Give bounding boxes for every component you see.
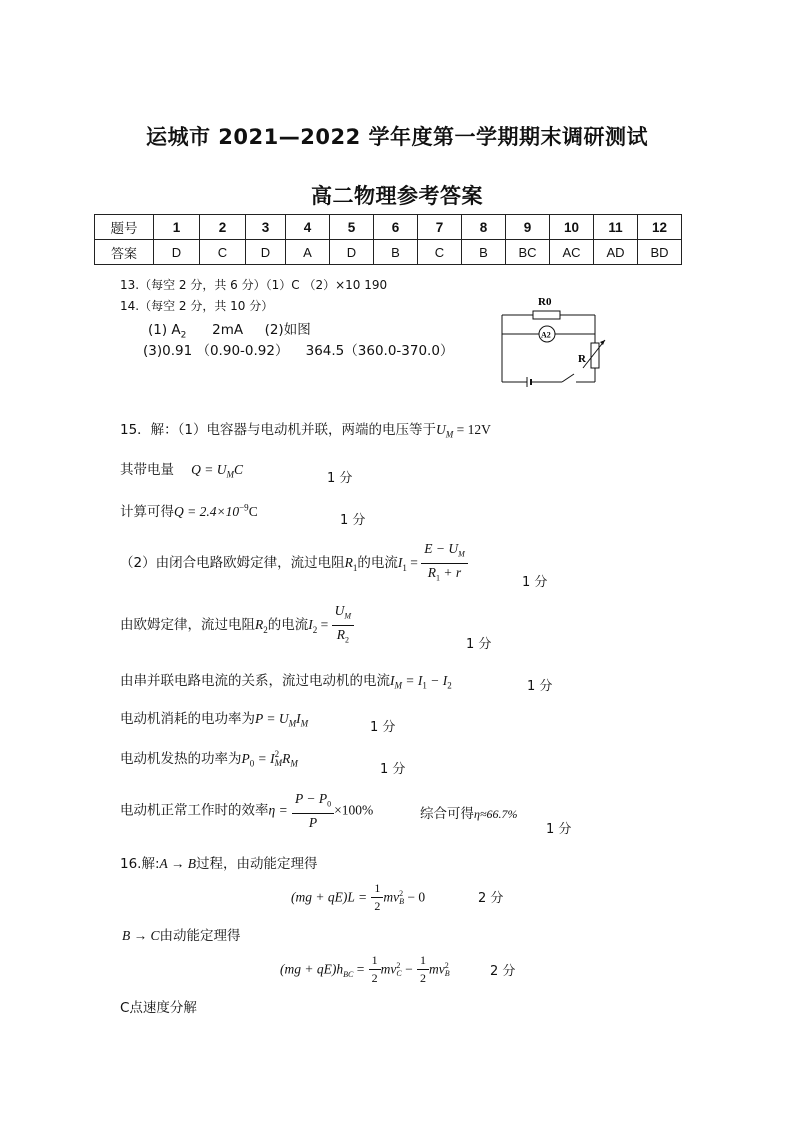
table-cell: A [286,240,330,265]
math-sub: M [290,758,298,769]
q16-eq1 [291,880,425,915]
math: 2 [374,899,381,913]
math: R [344,555,353,571]
math-sub: 1 [352,562,358,573]
table-cell: AC [550,240,594,265]
math: R [255,617,264,633]
table-cell: D [246,240,286,265]
fraction [292,790,334,831]
math: A → B [159,856,197,871]
math: ×100% [334,802,374,818]
math-sub: M [274,758,283,768]
q15-text: 由串并联电路电流的关系，流过电动机的电流 [120,673,390,689]
math-sub: M [445,429,454,440]
math-sub: B [399,896,405,906]
math-sub: 2 [312,624,318,635]
math-sub: BC [343,970,354,980]
math: η = [268,802,288,818]
q16-text: 16.解: [120,856,160,872]
table-cell: AD [594,240,638,265]
q15-line4: （2）由闭合电路欧姆定律，流过电阻$R_1$的电流$I_1$ = $\frac{E - U_M}{R_1 + r}$ [120,540,468,586]
answer-title: 高二物理参考答案 [311,184,483,208]
q14-ammeter: (1) A [148,322,181,338]
table-cell: BD [638,240,682,265]
math-sub: M [288,718,297,729]
math: E − U [424,541,459,556]
q15-text: 15．解：（1）电容器与电动机并联，两端的电压等于 [120,422,437,438]
fraction [371,880,383,915]
q15-text: 电动机发热的功率为 [120,751,242,767]
q15-text: 的电流 [357,555,398,572]
q15-text: （2）由闭合电路欧姆定律，流过电阻 [120,555,345,572]
q14-line1 [148,318,311,341]
math: − [401,961,413,977]
q15-line3 [120,500,258,520]
math: = I [402,673,423,688]
math: R [282,751,291,766]
fraction [421,540,468,586]
table-cell: B [462,240,506,265]
math: + r [440,564,462,580]
math-sub: 2 [344,635,349,645]
q15-text: 电动机消耗的电功率为 [120,711,255,727]
q15-line2 [120,458,243,480]
score: 1 分 [546,822,572,837]
q15-result [420,802,518,822]
math: Q = U [191,462,227,477]
math: P − P [294,791,328,806]
math-sub: M [458,549,465,559]
math: B → C [122,928,160,943]
math: = 12V [453,422,491,437]
row-label-number: 题号 [95,215,154,240]
table-cell: D [154,240,200,265]
r0-resistor [533,311,560,319]
table-cell: C [418,240,462,265]
table-cell: 5 [330,215,374,240]
fraction [369,952,381,987]
score: 2 分 [490,964,516,979]
math: 2 [420,971,427,985]
score: 1 分 [527,679,553,694]
math-sub: 1 [422,680,427,691]
math: I [296,711,301,726]
row-label-answer: 答案 [95,240,154,265]
table-cell: 2 [200,215,246,240]
math: C [234,462,244,477]
score: 1 分 [380,762,406,777]
q13-answer: 13.（每空 2 分，共 6 分）（1）C （2）×10 190 [120,278,388,292]
r0-label: R0 [538,296,552,308]
math-supsub [275,750,283,768]
q14-line2: (3)0.91 （0.90-0.92） 364.5（360.0-370.0） [143,343,454,359]
math-sup: 2 [444,960,449,970]
math: P = U [255,711,289,726]
math: U [334,603,345,618]
math: 1 [369,952,381,970]
math: mv [383,889,400,905]
arrow-head-icon [600,340,605,345]
q14-ammeter-sub: 2 [180,330,187,341]
table-cell: 6 [374,215,418,240]
math: − I [426,673,448,688]
math: 1 [417,952,429,970]
math-sub: C [396,968,402,978]
math: C [248,504,258,519]
math: = I [254,751,275,766]
table-cell: BC [506,240,550,265]
score: 1 分 [466,637,492,652]
table-cell: 11 [594,215,638,240]
math-supsub [445,962,450,978]
math: 2 [371,971,378,985]
q15-line6 [120,669,452,691]
math: mv [429,961,445,977]
q15-line9 [120,790,373,831]
math: U [436,422,446,437]
math: (mg + qE)L = [291,889,368,905]
q16-line3: C点速度分解 [120,1000,197,1016]
score: 1 分 [340,513,366,528]
q15-text: 其带电量 [120,462,174,478]
table-cell: 7 [418,215,462,240]
table-row-answers [95,240,682,265]
score: 1 分 [522,575,548,590]
math: 1 [371,880,383,898]
table-cell: 4 [286,215,330,240]
q14-line1-rest: 2mA (2)如图 [186,322,311,338]
switch-icon [562,374,574,382]
math-sub: 0 [327,799,332,809]
math-sub: M [344,611,352,621]
math-sup: 2 [274,749,280,759]
q16-text: 由动能定理得 [159,928,241,944]
q15-line1 [120,418,491,440]
math: I [308,617,313,633]
math-sub: 0 [249,758,255,769]
q15-text: 计算可得 [120,504,174,520]
math: mv [380,961,397,977]
math: I [397,555,403,571]
answer-table [94,214,682,265]
math: Q = 2.4×10 [174,504,240,519]
math: (mg + qE)h [280,961,344,977]
r-label: R [578,353,586,365]
q16-line1 [120,852,318,872]
q15-line7 [120,707,308,729]
math: R [427,564,437,580]
q15-text: 综合可得 [420,806,474,822]
math-sup: 2 [396,960,401,970]
math: P [241,751,250,766]
math: P [308,814,318,830]
q15-text: 电动机正常工作时的效率 [120,802,269,819]
q16-line2 [122,924,241,944]
math: η≈66.7% [474,807,518,821]
table-cell: 1 [154,215,200,240]
score: 1 分 [327,471,353,486]
math-sub: M [394,680,402,691]
q16-text: 过程，由动能定理得 [196,856,318,872]
table-cell: 3 [246,215,286,240]
table-cell: 10 [550,215,594,240]
table-cell: 9 [506,215,550,240]
math-sub: M [226,469,235,480]
table-cell: 12 [638,215,682,240]
q15-line5: 由欧姆定律，流过电阻$R_2$的电流$I_2$ = $\frac{U_M}{R_2}$ [120,602,354,648]
table-cell: B [374,240,418,265]
math-sub: M [300,718,309,729]
score: 2 分 [478,891,504,906]
q16-eq2 [280,952,450,987]
table-cell: 8 [462,215,506,240]
table-row-numbers [95,215,682,240]
exam-title: 运城市 2021—2022 学年度第一学期期末调研测试 [145,125,648,149]
math-sup: −9 [239,502,249,513]
math: R [336,626,345,642]
math: − 0 [404,889,426,905]
q15-text: 由欧姆定律，流过电阻 [120,617,255,634]
score: 1 分 [370,720,396,735]
math: I [390,673,395,688]
q15-text: 的电流 [267,617,309,634]
math-sub: 1 [436,573,441,583]
math-sub: 1 [402,562,407,573]
math-sup: 2 [399,888,404,898]
fraction [417,952,429,987]
q15-line8 [120,747,298,769]
ammeter-label: A2 [541,330,551,340]
circuit-diagram [490,290,620,390]
math: = [353,961,365,977]
q14-header: 14.（每空 2 分，共 10 分） [120,299,274,313]
table-cell: D [330,240,374,265]
fraction [332,602,354,648]
table-cell: C [200,240,246,265]
math-sub: 2 [447,680,452,691]
math-sub: 2 [263,624,268,635]
math-sub: B [444,968,450,978]
